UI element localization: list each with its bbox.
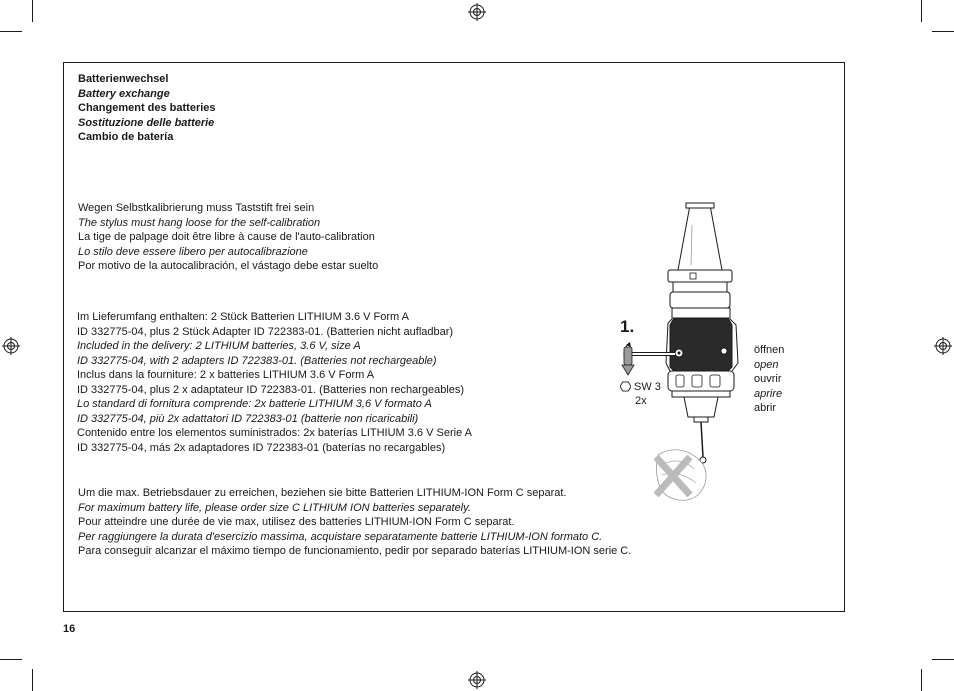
registration-mark-icon [934, 337, 952, 355]
delivery-es-2: ID 332775-04, más 2x adaptadores ID 722383-01 (baterías no recargables) [77, 441, 446, 454]
open-labels [754, 343, 784, 416]
registration-mark-icon [468, 671, 486, 689]
calibration-note-de: Wegen Selbstkalibrierung muss Taststift frei sein [78, 202, 315, 214]
heading-es: Cambio de batería [78, 131, 174, 143]
heading-fr: Changement des batteries [78, 102, 216, 114]
calibration-note-en: The stylus must hang loose for the self-calibration [78, 216, 321, 229]
delivery-en-2: ID 332775-04, with 2 adapters ID 722383-01. (Batteries not rechargeable) [77, 354, 437, 367]
open-label-fr: ouvrir [754, 373, 782, 385]
section-heading [78, 72, 216, 145]
heading-de: Batterienwechsel [78, 73, 169, 85]
battery-life-it: Per raggiungere la durata d'esercizio massima, acquistare separatamente batterie LITHIUM-ION formato C. [78, 530, 603, 543]
delivery-fr-1: Inclus dans la fourniture: 2 x batteries LITHIUM 3.6 V Form A [77, 369, 375, 381]
heading-it: Sostituzione delle batterie [78, 116, 215, 129]
hex-key-icon [620, 381, 631, 392]
battery-life-note [78, 486, 631, 559]
delivery-en-1: Included in the delivery: 2 LITHIUM batteries, 3.6 V, size A [77, 340, 361, 352]
battery-life-en: For maximum battery life, please order size C LITHIUM ION batteries separately. [78, 501, 471, 514]
open-label-it: aprire [754, 387, 783, 400]
crop-mark [932, 31, 954, 32]
open-label-es: abrir [754, 402, 777, 414]
delivery-de-2: ID 332775-04, plus 2 Stück Adapter ID 722383-01. (Batterien nicht aufladbar) [77, 325, 454, 338]
crop-mark [921, 0, 922, 22]
heading-en: Battery exchange [78, 87, 170, 100]
wrench-size: SW 3 [634, 381, 661, 393]
registration-mark-icon [2, 337, 20, 355]
calibration-note-it: Lo stilo deve essere libero per autocalibrazione [78, 245, 308, 258]
registration-mark-icon [468, 3, 486, 21]
delivery-de-1: Im Lieferumfang enthalten: 2 Stück Batterien LITHIUM 3.6 V Form A [77, 311, 409, 323]
delivery-fr-2: ID 332775-04, plus 2 x adaptateur ID 722383-01. (Batteries non rechargeables) [77, 383, 465, 396]
delivery-es-1: Contenido entre los elementos suministrados: 2x baterías LITHIUM 3.6 V Serie A [77, 427, 472, 439]
battery-life-fr: Pour atteindre une durée de vie max, utilisez des batteries LITHIUM-ION Form C separat. [78, 516, 515, 528]
battery-life-es: Para conseguir alcanzar el máximo tiempo de funcionamiento, pedir por separado baterías LITHIUM-ION serie C. [78, 545, 632, 557]
delivery-it-1: Lo standard di fornitura comprende: 2x batterie LITHIUM 3,6 V formato A [77, 398, 432, 410]
crop-mark [0, 31, 22, 32]
crop-mark [932, 659, 954, 660]
touch-probe-illustration [600, 195, 840, 525]
crop-mark [0, 659, 22, 660]
calibration-note-fr: La tige de palpage doit être libre à cause de l'auto-calibration [78, 231, 375, 243]
delivery-it-2: ID 332775-04, più 2x adattatori ID 722383-01 (batterie non ricaricabili) [77, 412, 419, 425]
crop-mark [32, 669, 33, 691]
crop-mark [32, 0, 33, 22]
step-number: 1. [620, 317, 635, 336]
screw-count: 2x [635, 395, 647, 407]
calibration-note-es: Por motivo de la autocalibración, el vástago debe estar suelto [78, 260, 379, 272]
open-label-en: open [754, 358, 779, 371]
battery-life-de: Um die max. Betriebsdauer zu erreichen, beziehen sie bitte Batterien LITHIUM-ION Form C separat. [78, 487, 567, 499]
calibration-note [78, 201, 378, 274]
crop-mark [921, 669, 922, 691]
delivery-contents [77, 310, 472, 455]
open-label-de: öffnen [754, 344, 785, 356]
page-number: 16 [63, 623, 76, 635]
